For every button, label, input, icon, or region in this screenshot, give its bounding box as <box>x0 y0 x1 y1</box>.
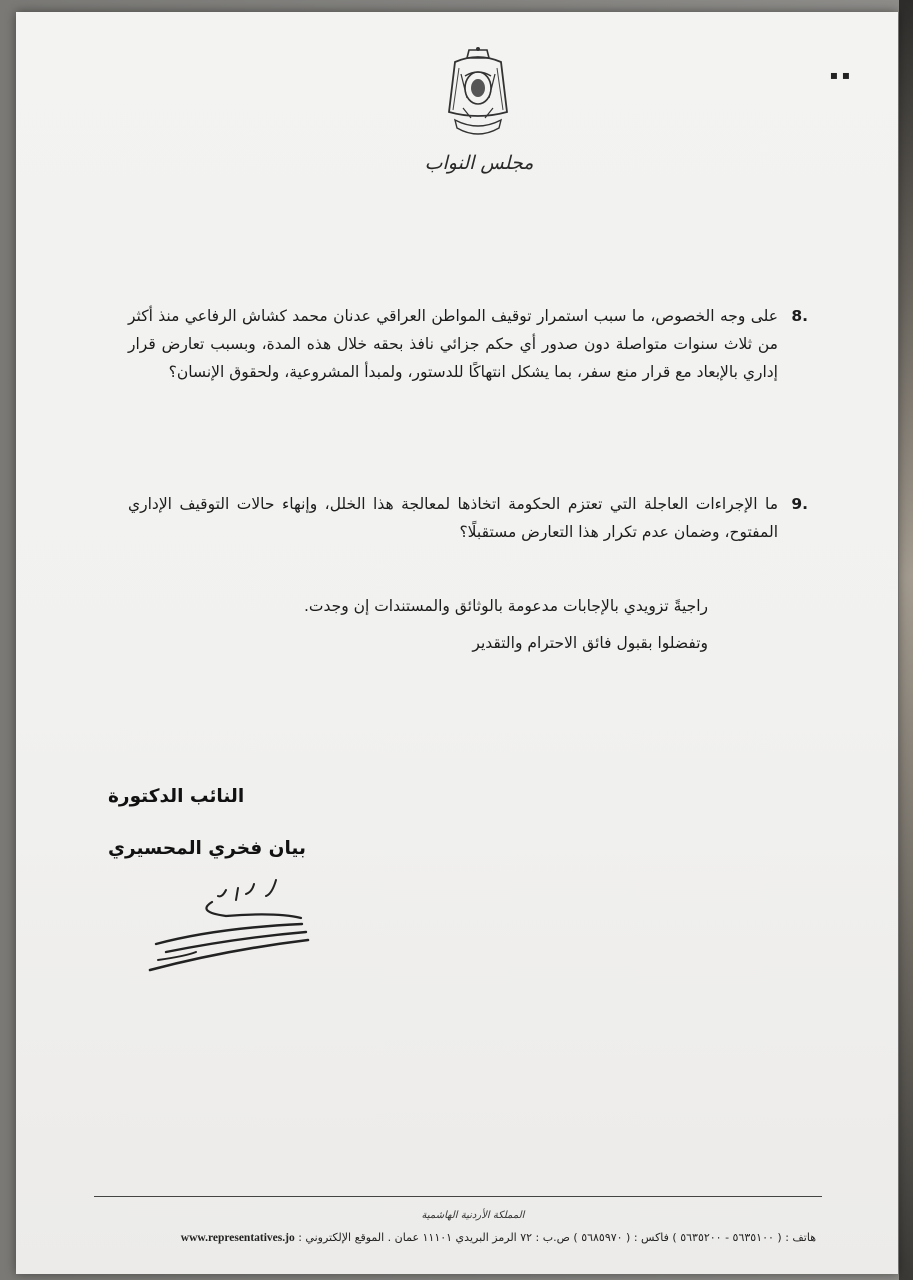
footer-divider <box>94 1196 822 1197</box>
letter-page <box>16 12 898 1274</box>
item-number: .9 <box>791 495 808 513</box>
question-item-8 <box>128 302 808 386</box>
handwritten-signature <box>126 872 316 992</box>
table-edge <box>899 0 913 1280</box>
signer-title: النائب الدكتورة <box>108 786 245 807</box>
footer-kingdom-logo-text: المملكة الأردنية الهاشمية <box>421 1210 525 1221</box>
item-text: ما الإجراءات العاجلة التي تعتزم الحكومة اتخاذها لمعالجة هذا الخلل، وإنهاء حالات التوقيف الإداري المفتوح، وضمان عدم تكرار هذا التعارض مستقبلًا؟ <box>128 495 778 541</box>
closing-regards: وتفضلوا بقبول فائق الاحترام والتقدير <box>472 634 708 652</box>
question-item-9 <box>128 490 808 546</box>
margin-marks: ▪ ▪ <box>829 68 850 82</box>
council-name-logo-text: مجلس النواب <box>424 152 534 174</box>
signer-name: بيان فخري المحسيري <box>108 838 306 859</box>
closing-request: راجيةً تزويدي بالإجابات مدعومة بالوثائق والمستندات إن وجدت. <box>303 597 708 615</box>
footer-website: www.representatives.jo <box>180 1232 295 1244</box>
footer-contact-line <box>116 1231 816 1244</box>
item-text: على وجه الخصوص، ما سبب استمرار توقيف المواطن العراقي عدنان محمد كشاش الرفاعي منذ أكثر من ثلاث سنوات متواصلة دون صدور أي حكم جزائي نافذ بحقه خلال هذه المدة، وبسبب تعارض قرار إداري بالإبعاد مع قرار منع سفر، بما يشكل انتهاكًا للدستور، ولمبدأ المشروعية، ولحقوق الإنسان؟ <box>128 307 778 381</box>
footer-contact-details: هاتف : ( ٥٦٣٥١٠٠ - ٥٦٣٥٢٠٠ ) فاكس : ( ٥٦٨٥٩٧٠ ) ص.ب : ٧٢ الرمز البريدي ١١١٠١ عمان . الموقع الإلكتروني : <box>298 1231 816 1244</box>
item-number: .8 <box>791 307 808 325</box>
jordan-coat-of-arms-icon <box>441 46 515 146</box>
